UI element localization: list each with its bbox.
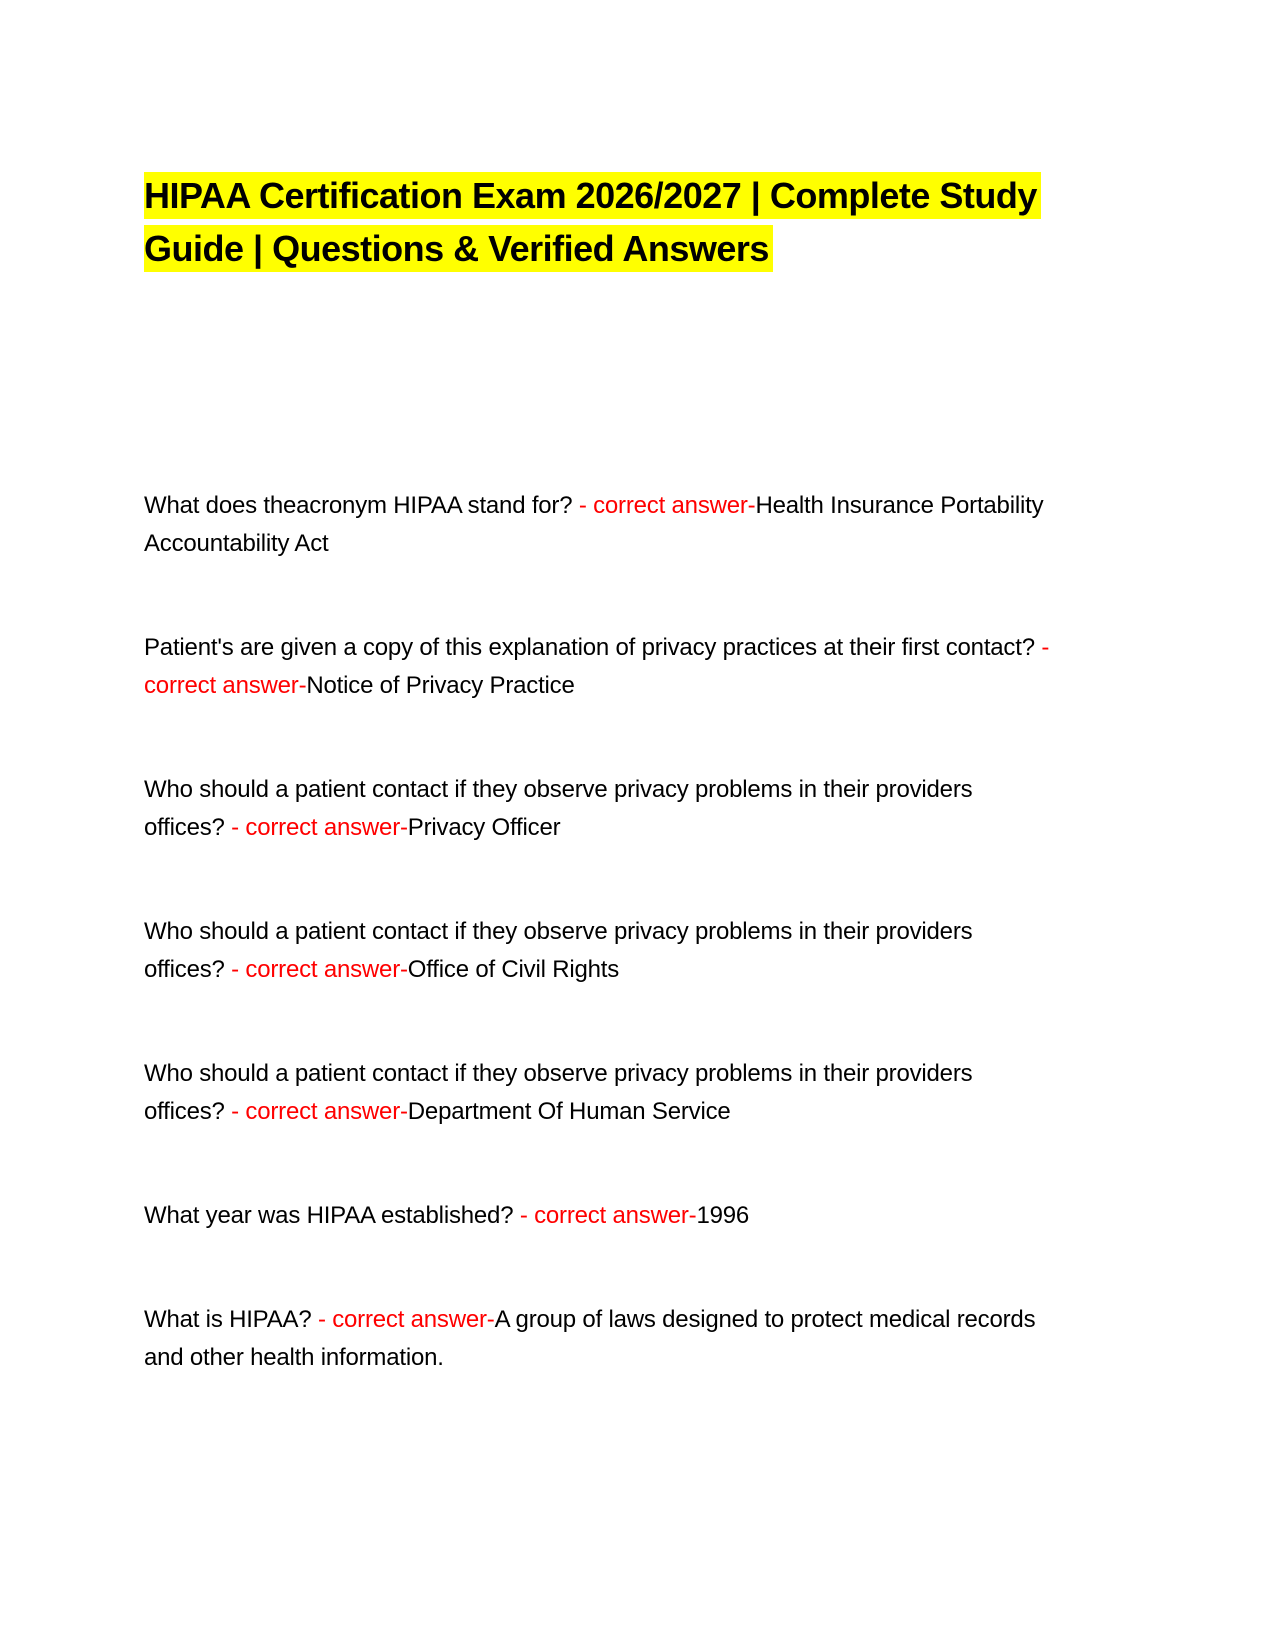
qa-block <box>144 1301 1059 1377</box>
correct-answer-marker: - correct answer- <box>231 1098 408 1126</box>
correct-answer-marker: - correct answer- <box>578 492 756 520</box>
correct-answer-marker: - correct answer- <box>519 1202 697 1230</box>
answer-text: 1996 <box>696 1202 750 1230</box>
answer-text: Notice of Privacy Practice <box>306 672 575 700</box>
answer-text: Department Of Human Service <box>407 1098 731 1126</box>
answer-text: Office of Civil Rights <box>407 956 620 984</box>
answer-text: Health Insurance Portability Accountability Act <box>144 492 1044 558</box>
question-text: Patient's are given a copy of this explanation of privacy practices at their first contact? <box>144 634 1035 662</box>
qa-block <box>144 629 1059 705</box>
question-text: Who should a patient contact if they observe privacy problems in their providers offices? <box>144 918 973 984</box>
correct-answer-marker: - correct answer- <box>317 1306 495 1334</box>
question-text: Who should a patient contact if they observe privacy problems in their providers offices? <box>144 1060 973 1126</box>
correct-answer-marker: - correct answer- <box>144 634 1050 700</box>
question-text: Who should a patient contact if they observe privacy problems in their providers offices? <box>144 776 973 842</box>
answer-text: A group of laws designed to protect medical records and other health information. <box>144 1306 1036 1372</box>
qa-block <box>144 1055 1059 1131</box>
question-text: What year was HIPAA established? <box>144 1202 514 1230</box>
correct-answer-marker: - correct answer- <box>231 956 408 984</box>
title-highlight: HIPAA Certification Exam 2026/2027 | Complete Study Guide | Questions & Verified Answers <box>144 172 1041 272</box>
qa-block <box>144 913 1059 989</box>
correct-answer-marker: - correct answer- <box>231 814 408 842</box>
question-text: What is HIPAA? <box>144 1306 312 1334</box>
qa-block <box>144 1197 1059 1235</box>
document-title <box>144 170 1059 275</box>
qa-block <box>144 487 1059 563</box>
question-text: What does theacronym HIPAA stand for? <box>144 492 573 520</box>
answer-text: Privacy Officer <box>407 814 561 842</box>
qa-block <box>144 771 1059 847</box>
